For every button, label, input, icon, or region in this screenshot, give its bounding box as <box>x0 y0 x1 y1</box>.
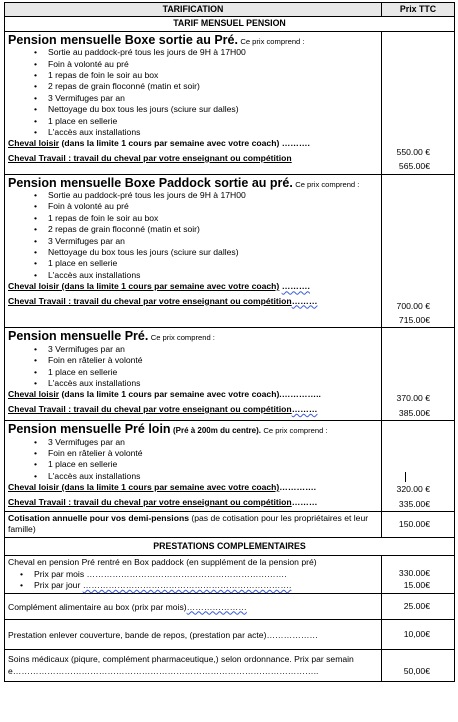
extra-text: Soins médicaux (piqure, complément pharmaceutique,) selon ordonnance. Prix par semaine <box>8 654 354 676</box>
extra-text: Prestation enlever couverture, bande de repos, (prestation par acte) <box>8 629 267 640</box>
offer-row-1 <box>5 31 455 174</box>
dots: ………………… <box>186 601 247 612</box>
list-item: • 1 place en sellerie <box>48 459 378 470</box>
price-travail: 715.00€ <box>398 315 430 326</box>
list-item: • Foin à volonté au pré <box>48 59 378 70</box>
cheval-loisir-text: (dans la limite 1 cours par semaine avec votre coach) ………. <box>61 138 310 149</box>
offer-items <box>8 437 378 483</box>
list-item: • Foin en râtelier à volonté <box>48 448 378 459</box>
list-item: • 1 place en sellerie <box>48 116 378 127</box>
cotisation-label: Cotisation annuelle pour vos demi-pensions <box>8 513 189 524</box>
offer-intro: Ce prix comprend : <box>150 333 215 343</box>
list-item: • Sortie au paddock-pré tous les jours de 9H à 17H00 <box>48 47 378 58</box>
list-item: • 1 repas de foin le soir au box <box>48 70 378 81</box>
table-header-row <box>5 3 455 17</box>
list-item: • 2 repas de grain floconné (matin et soir) <box>48 81 378 92</box>
offer-items <box>8 344 378 390</box>
cheval-loisir-line <box>8 482 378 493</box>
offer-title: Pension mensuelle Boxe sortie au Pré. <box>8 32 238 47</box>
offer-prices <box>382 31 455 174</box>
cheval-loisir-label: Cheval loisir <box>8 389 60 400</box>
cheval-loisir-line <box>8 389 378 400</box>
extra-description <box>5 593 382 619</box>
extra-prices <box>382 556 455 593</box>
list-item: • 1 repas de foin le soir au box <box>48 213 378 224</box>
extra-items <box>8 569 378 592</box>
extra-text: Cheval en pension Pré rentré en Box paddock (en supplément de la pension pré) <box>8 557 317 568</box>
price-travail: 385.00€ <box>398 407 430 418</box>
extra-price: 50,00€ <box>382 650 455 682</box>
dots: ………………………………………………………………. <box>82 580 292 591</box>
price-loisir: 550.00 € <box>396 146 430 157</box>
list-item: • 1 place en sellerie <box>48 258 378 269</box>
offer-description <box>5 174 382 328</box>
cotisation-row <box>5 512 455 538</box>
list-item: • Foin à volonté au pré <box>48 201 378 212</box>
extra-row-2 <box>5 593 455 619</box>
extra-row-3 <box>5 619 455 649</box>
offer-intro: Ce prix comprend : <box>295 179 360 189</box>
pricing-table <box>4 2 455 682</box>
offer-row-2 <box>5 174 455 328</box>
offer-intro: Ce prix comprend : <box>263 426 328 436</box>
offer-prices <box>382 328 455 421</box>
list-item <box>34 580 378 591</box>
offer-title-note: (Pré à 200m du centre). <box>172 426 261 436</box>
cheval-travail-label: Cheval Travail : travail du cheval par votre enseignant ou compétition <box>8 295 292 306</box>
cheval-travail-line: Cheval Travail : travail du cheval par votre enseignant ou compétition <box>8 152 292 163</box>
price-travail: 565.00€ <box>398 161 430 172</box>
offer-description <box>5 421 382 512</box>
price-loisir: 370.00 € <box>396 393 430 404</box>
list-item: • L'accès aux installations <box>48 378 378 389</box>
cheval-travail-line <box>8 296 378 307</box>
tarification-header: TARIFICATION <box>5 3 382 17</box>
offer-items <box>8 190 378 281</box>
list-item: • Nettoyage du box tous les jours (sciure sur dalles) <box>48 247 378 258</box>
dots: ……………………………………………………………. <box>86 568 287 579</box>
cheval-loisir-line <box>8 281 378 292</box>
dots: …………. <box>279 482 317 493</box>
cotisation-price: 150.00€ <box>382 512 455 538</box>
price-day: 15.00€ <box>403 579 430 590</box>
cheval-travail-line <box>8 404 378 415</box>
offer-items <box>8 47 378 138</box>
extra-price: 25.00€ <box>382 593 455 619</box>
list-item: • L'accès aux installations <box>48 471 378 482</box>
cotisation-description <box>5 512 382 538</box>
price-loisir: 320.00 € <box>396 484 430 495</box>
offer-title: Pension mensuelle Pré. <box>8 329 149 344</box>
list-item: • L'accès aux installations <box>48 270 378 281</box>
extra-item-label: Prix par mois <box>34 568 87 579</box>
offer-description <box>5 31 382 174</box>
cheval-loisir-label: Cheval loisir <box>8 138 60 149</box>
cheval-loisir-line <box>8 138 378 149</box>
offer-prices <box>382 174 455 328</box>
extra-description <box>5 556 382 593</box>
list-item <box>34 569 378 580</box>
offer-prices <box>382 421 455 512</box>
offer-intro: Ce prix comprend : <box>240 36 305 46</box>
offer-row-3 <box>5 328 455 421</box>
cheval-loisir-text: (dans la limite 1 cours par semaine avec votre coach).………….. <box>61 389 321 400</box>
price-header: Prix TTC <box>382 3 455 17</box>
section-row-pension <box>5 17 455 31</box>
dots: ……… <box>291 403 318 414</box>
dots: ……… <box>291 295 318 306</box>
cotisation-note: (pas de cotisation pour les propriétaires et leur famille) <box>8 513 369 535</box>
section-title-pension: TARIF MENSUEL PENSION <box>5 17 455 31</box>
text-cursor <box>405 472 406 482</box>
list-item: • Sortie au paddock-pré tous les jours de 9H à 17H00 <box>48 190 378 201</box>
price-month: 330.00€ <box>398 568 430 579</box>
offer-title: Pension mensuelle Pré loin <box>8 422 171 437</box>
list-item: • 3 Vermifuges par an <box>48 236 378 247</box>
dots: ……… <box>291 496 318 507</box>
extra-item-label: Prix par jour <box>34 580 83 591</box>
list-item: • 2 repas de grain floconné (matin et soir) <box>48 224 378 235</box>
list-item: • 1 place en sellerie <box>48 367 378 378</box>
extra-description <box>5 650 382 682</box>
extra-row-4 <box>5 650 455 682</box>
extra-text: Complément alimentaire au box (prix par mois) <box>8 601 187 612</box>
list-item: • Nettoyage du box tous les jours (sciure sur dalles) <box>48 104 378 115</box>
cheval-loisir-label: Cheval loisir (dans la limite 1 cours par semaine avec votre coach) <box>8 482 280 493</box>
list-item: • L'accès aux installations <box>48 127 378 138</box>
offer-row-4 <box>5 421 455 512</box>
price-travail: 335.00€ <box>398 498 430 509</box>
extra-price: 10,00€ <box>382 619 455 649</box>
list-item: • Foin en râtelier à volonté <box>48 355 378 366</box>
dots: ……………… <box>266 629 319 640</box>
dots: …………………………………………………………………………………………….. <box>12 665 319 676</box>
list-item: • 3 Vermifuges par an <box>48 344 378 355</box>
list-item: • 3 Vermifuges par an <box>48 93 378 104</box>
list-item: • 3 Vermifuges par an <box>48 437 378 448</box>
cheval-loisir-label: Cheval loisir (dans la limite 1 cours par semaine avec votre coach) <box>8 281 280 292</box>
cheval-travail-label: Cheval Travail : travail du cheval par votre enseignant ou compétition <box>8 496 292 507</box>
cheval-travail-label: Cheval Travail : travail du cheval par votre enseignant ou compétition <box>8 403 292 414</box>
dots: ………. <box>281 281 310 292</box>
cheval-travail-line <box>8 497 378 508</box>
price-loisir: 700.00 € <box>396 300 430 311</box>
section-title-complementaires: PRESTATIONS COMPLEMENTAIRES <box>5 537 455 555</box>
offer-title: Pension mensuelle Boxe Paddock sortie au pré. <box>8 175 293 190</box>
extra-description <box>5 619 382 649</box>
extra-row-1 <box>5 556 455 593</box>
section-row-complementaires <box>5 537 455 555</box>
offer-description <box>5 328 382 421</box>
